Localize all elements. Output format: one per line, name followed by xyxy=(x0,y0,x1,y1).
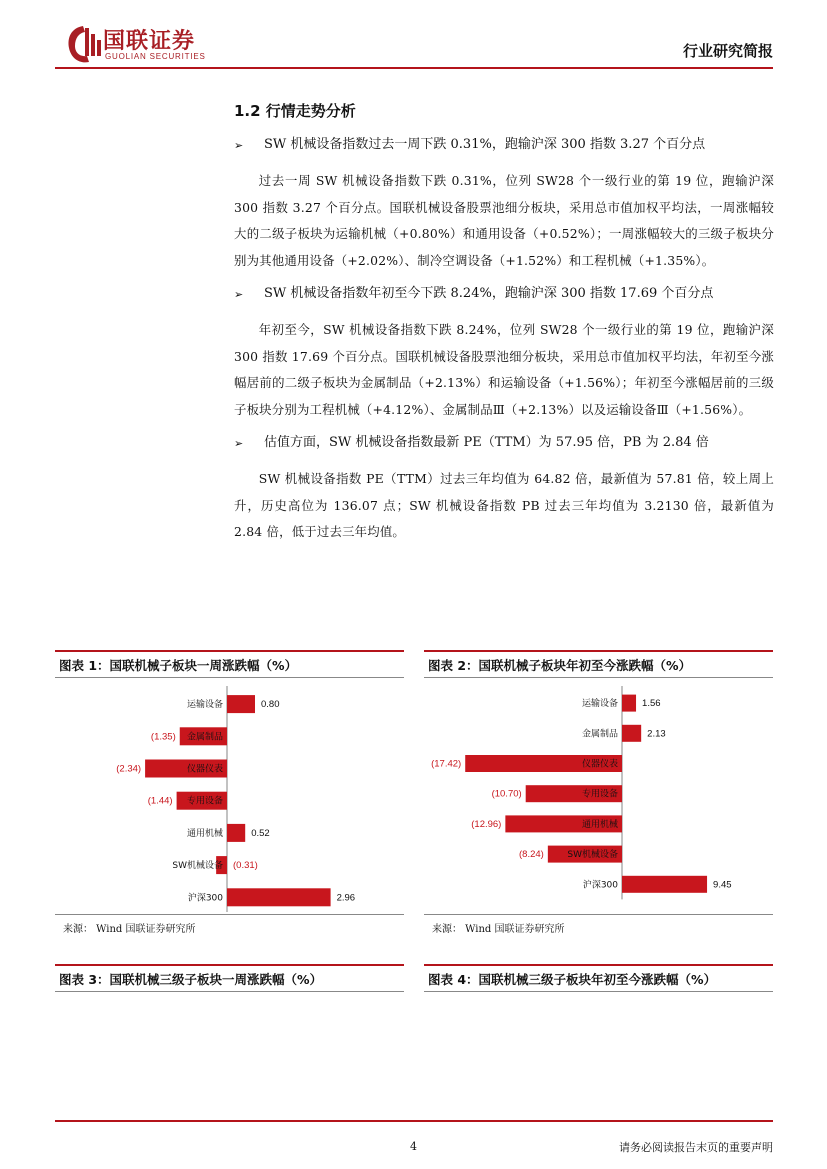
figure-divider xyxy=(424,991,773,992)
figure-topline xyxy=(424,964,773,966)
category-label: 仪器仪表 xyxy=(186,764,223,775)
bar xyxy=(227,888,331,906)
category-label: 通用机械 xyxy=(581,819,618,830)
value-label: 9.45 xyxy=(713,879,732,891)
bullet-item xyxy=(234,284,774,305)
category-label: SW机械设备 xyxy=(567,850,618,861)
footer-disclaimer: 请务必阅读报告末页的重要声明 xyxy=(619,1141,773,1154)
figure-topline xyxy=(55,964,404,966)
figure-divider xyxy=(55,677,404,678)
bullet-text: SW 机械设备指数过去一周下跌 0.31%，跑输沪深 300 指数 3.27 个百分点 xyxy=(264,137,706,152)
bullet-text: SW 机械设备指数年初至今下跌 8.24%，跑输沪深 300 指数 17.69 个百分点 xyxy=(264,286,714,301)
figure-1 xyxy=(55,650,404,940)
section-title: 1.2 行情走势分析 xyxy=(234,102,356,120)
bar xyxy=(227,824,245,842)
chart-2-svg xyxy=(424,680,773,912)
figure-source: 来源： Wind 国联证券研究所 xyxy=(63,924,196,935)
main-content xyxy=(234,100,774,556)
category-label: 运输设备 xyxy=(186,700,223,711)
bullet-text: 估值方面，SW 机械设备指数最新 PE（TTM）为 57.95 倍，PB 为 2.84 倍 xyxy=(264,435,709,450)
chart-2 xyxy=(424,680,773,912)
value-label: (8.24) xyxy=(519,849,544,861)
paragraph: 年初至今，SW 机械设备指数下跌 8.24%，位列 SW28 个一级行业的第 19 位，跑输沪深 300 指数 17.69 个百分点。国联机械设备股票池细分板块，采用总市值加权平均法，年初至今涨幅居前的二级子板块为金属制品（+2.13%）和运输设备（+1.56%）；年初至今涨幅居前的三级子板块分别为工程机械（+4.12%）、金属制品Ⅲ（+2.13%）以及运输设备Ⅲ（+1.56%）。 xyxy=(234,322,774,417)
value-label: (10.70) xyxy=(491,788,522,800)
figure-topline xyxy=(55,650,404,652)
logo-subtext: GUOLIAN SECURITIES xyxy=(105,52,206,61)
header-divider xyxy=(55,67,773,69)
chart-1-svg xyxy=(55,680,404,912)
figure-source: 来源： Wind 国联证券研究所 xyxy=(432,924,565,935)
bar xyxy=(227,695,255,713)
value-label: (2.34) xyxy=(116,763,142,775)
paragraph: 过去一周 SW 机械设备指数下跌 0.31%，位列 SW28 个一级行业的第 19 位，跑输沪深 300 指数 3.27 个百分点。国联机械设备股票池细分板块，采用总市值加权平均法，一周涨幅较大的二级子板块为运输机械（+0.80%）和通用设备（+0.52%）；一周涨幅较大的三级子板块分别为其他通用设备（+2.02%）、制冷空调设备（+1.52%）和工程机械（+1.35%）。 xyxy=(234,173,774,268)
bar xyxy=(622,695,636,712)
figure-title: 图表 4：国联机械三级子板块年初至今涨跌幅（%） xyxy=(428,972,717,987)
logo xyxy=(63,22,223,66)
category-label: 金属制品 xyxy=(581,729,618,740)
category-label: 金属制品 xyxy=(186,732,223,743)
value-label: (1.35) xyxy=(150,731,176,743)
figure-title: 图表 3：国联机械三级子板块一周涨跌幅（%） xyxy=(59,972,323,987)
figure-bottomline xyxy=(55,914,404,915)
value-label: (12.96) xyxy=(471,818,502,830)
figure-divider xyxy=(424,677,773,678)
page-number: 4 xyxy=(410,1140,417,1153)
arrow-bullet-icon: ➢ xyxy=(234,139,244,152)
arrow-bullet-icon: ➢ xyxy=(234,288,244,301)
figure-4 xyxy=(424,964,773,996)
arrow-bullet-icon: ➢ xyxy=(234,437,244,450)
value-label: 0.52 xyxy=(251,827,270,839)
category-label: 专用设备 xyxy=(186,796,223,807)
category-label: 沪深300 xyxy=(187,893,223,904)
figure-2 xyxy=(424,650,773,940)
bullet-item xyxy=(234,433,774,454)
figure-topline xyxy=(424,650,773,652)
report-type: 行业研究简报 xyxy=(682,42,773,60)
bar xyxy=(622,725,641,742)
page-header xyxy=(55,18,773,68)
category-label: 沪深300 xyxy=(582,880,618,891)
value-label: (1.44) xyxy=(147,795,173,807)
category-label: 仪器仪表 xyxy=(581,759,618,770)
figures-row-2 xyxy=(55,964,773,996)
value-label: 2.96 xyxy=(336,892,356,904)
logo-text: 国联证券 xyxy=(103,29,196,54)
figure-bottomline xyxy=(424,914,773,915)
category-label: SW机械设备 xyxy=(172,861,223,872)
logo-icon xyxy=(63,22,103,66)
bar xyxy=(622,876,707,893)
category-label: 运输设备 xyxy=(581,699,618,710)
category-label: 专用设备 xyxy=(581,789,618,800)
category-label: 通用机械 xyxy=(186,828,223,839)
value-label: 0.80 xyxy=(261,699,280,711)
value-label: 1.56 xyxy=(642,698,661,710)
figures-row xyxy=(55,650,773,940)
chart-1 xyxy=(55,680,404,912)
value-label: (0.31) xyxy=(233,860,258,872)
figure-divider xyxy=(55,991,404,992)
value-label: (17.42) xyxy=(431,758,462,770)
value-label: 2.13 xyxy=(647,728,666,740)
figure-title: 图表 2：国联机械子板块年初至今涨跌幅（%） xyxy=(428,658,692,673)
paragraph: SW 机械设备指数 PE（TTM）过去三年均值为 64.82 倍，最新值为 57.81 倍，较上周上升，历史高位为 136.07 点；SW 机械设备指数 PB 过去三年均值为 3.2130 倍，最新值为 2.84 倍，低于过去三年均值。 xyxy=(234,471,774,539)
figure-3 xyxy=(55,964,404,996)
figure-title: 图表 1：国联机械子板块一周涨跌幅（%） xyxy=(59,658,298,673)
bullet-item xyxy=(234,135,774,156)
footer-divider xyxy=(55,1120,773,1122)
